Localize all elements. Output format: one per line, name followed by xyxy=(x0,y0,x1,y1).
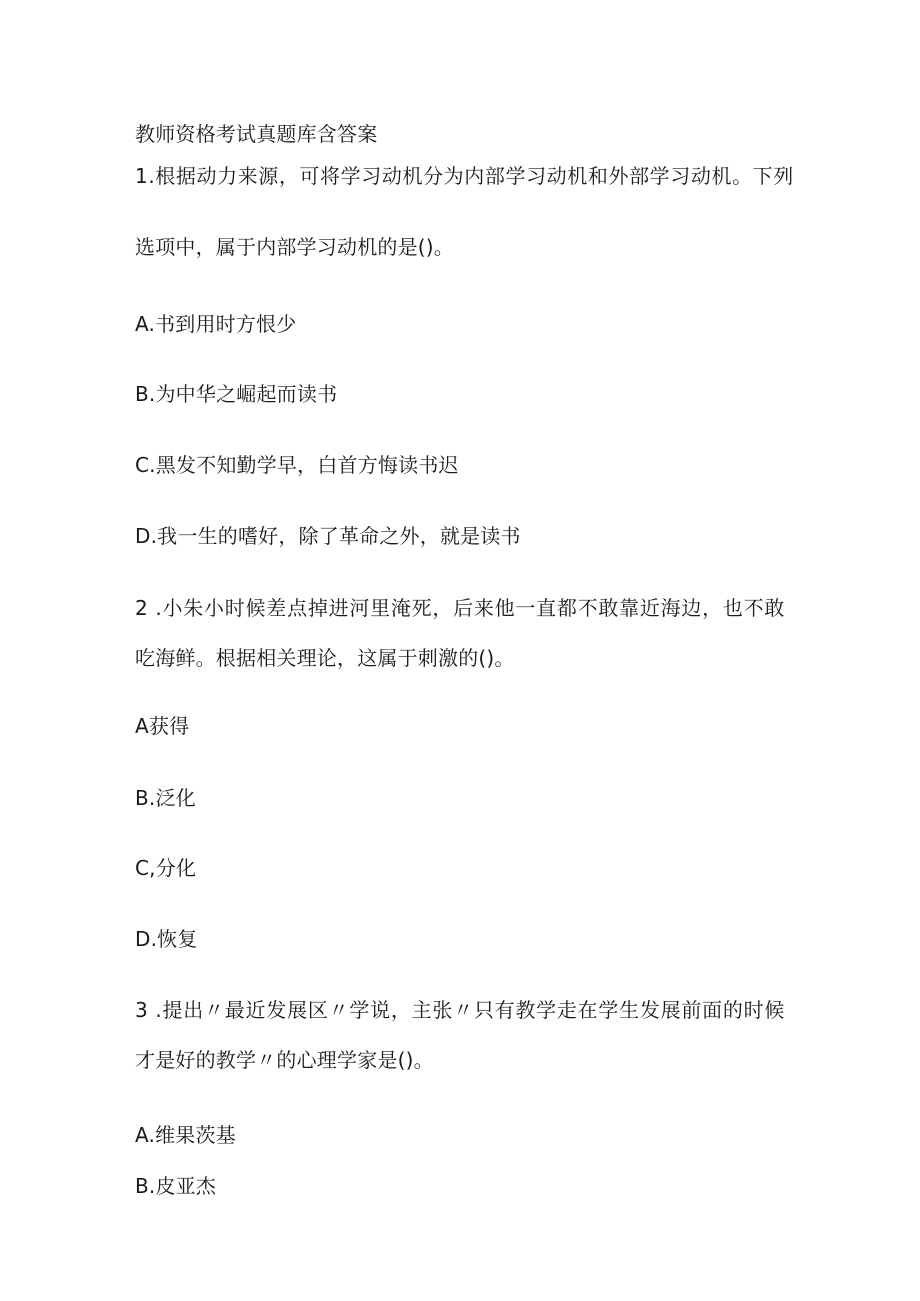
question-3-stem-line-1: 3 .提出〃最近发展区〃学说，主张〃只有教学走在学生发展前面的时候 xyxy=(135,998,785,1022)
question-3-option-b: B.皮亚杰 xyxy=(135,1174,217,1198)
question-2-option-c: C,分化 xyxy=(135,856,197,880)
question-1-option-c: C.黑发不知勤学早，白首方悔读书迟 xyxy=(135,453,459,477)
question-2-option-b: B.泛化 xyxy=(135,786,196,810)
document-title: 教师资格考试真题库含答案 xyxy=(135,122,378,146)
question-1-option-a: A.书到用时方恨少 xyxy=(135,312,297,336)
question-2-option-d: D.恢复 xyxy=(135,927,198,951)
question-2-stem-line-1: 2 .小朱小时候差点掉进河里淹死，后来他一直都不敢靠近海边，也不敢 xyxy=(135,596,785,620)
question-1-stem-line-2: 选项中，属于内部学习动机的是()。 xyxy=(135,235,455,259)
question-1-option-d: D.我一生的嗜好，除了革命之外，就是读书 xyxy=(135,524,521,548)
question-1-option-b: B.为中华之崛起而读书 xyxy=(135,382,338,406)
question-2-stem-line-2: 吃海鲜。根据相关理论，这属于刺激的()。 xyxy=(135,646,515,670)
question-2-option-a: A获得 xyxy=(135,714,190,738)
question-1-stem-line-1: 1.根据动力来源，可将学习动机分为内部学习动机和外部学习动机。下列 xyxy=(135,164,794,188)
question-3-stem-line-2: 才是好的教学〃的心理学家是()。 xyxy=(135,1048,434,1072)
question-3-option-a: A.维果茨基 xyxy=(135,1123,236,1147)
